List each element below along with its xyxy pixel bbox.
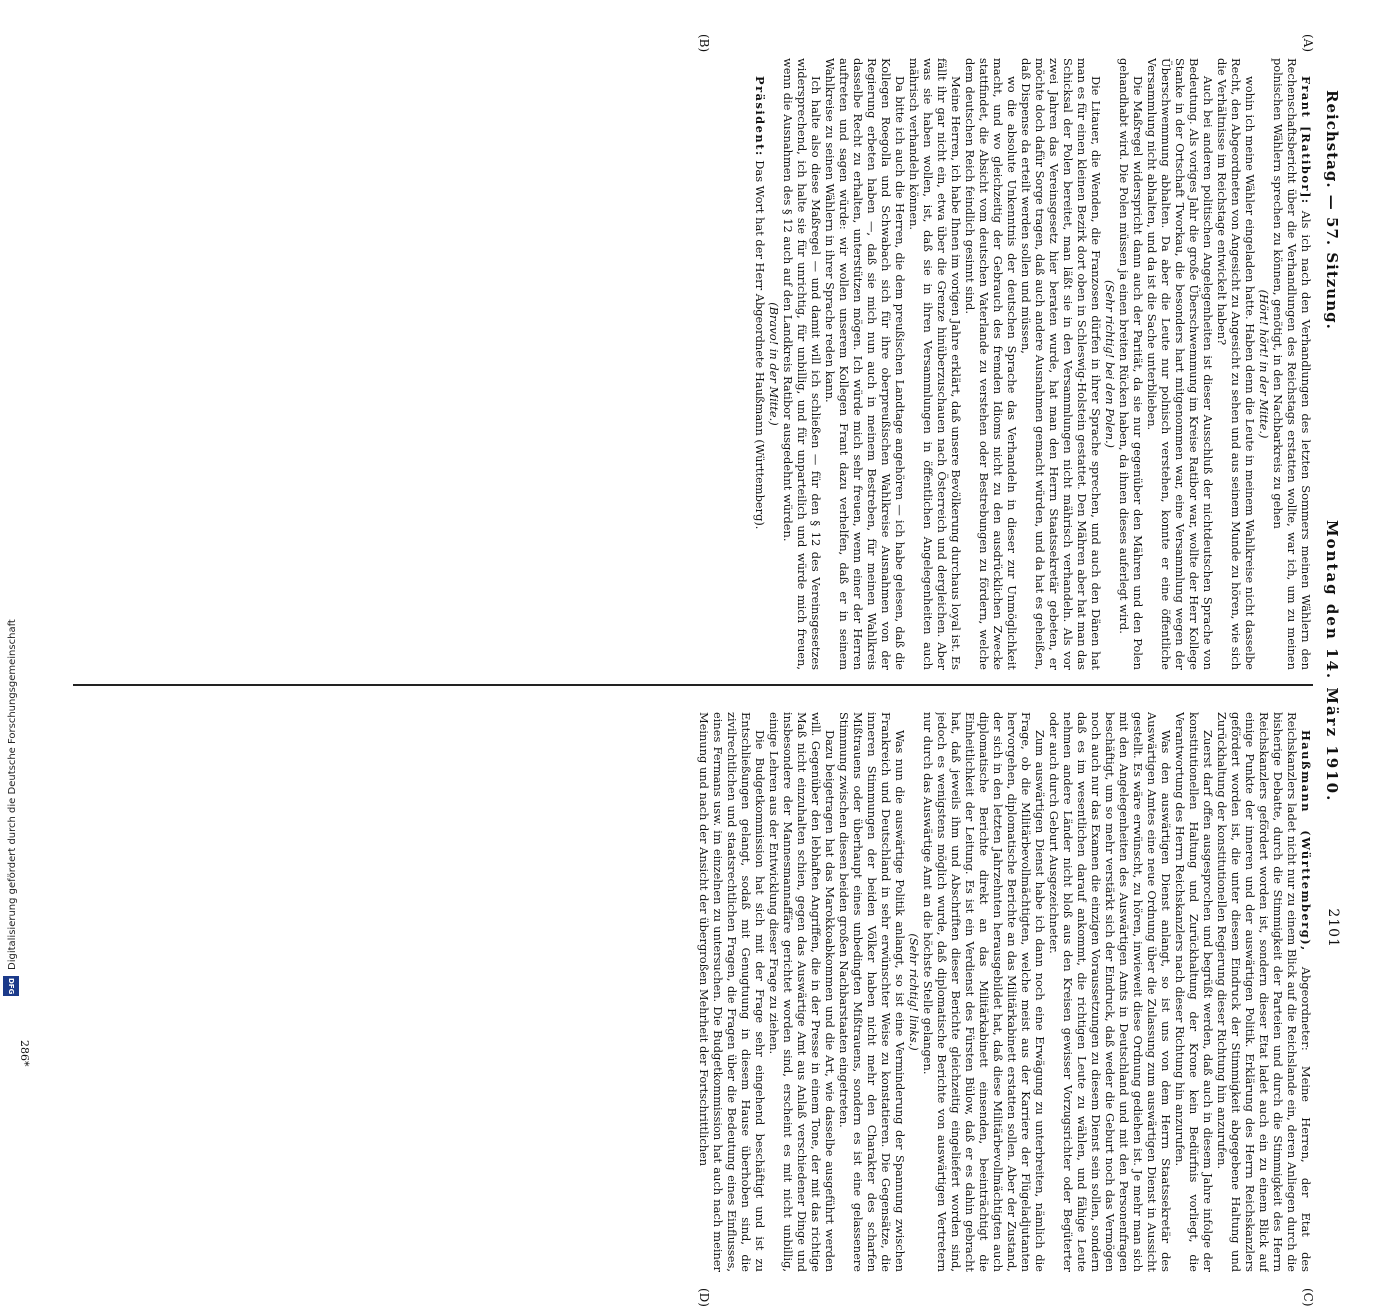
margin-letter-a: (A): [1301, 34, 1315, 53]
speech-paragraph: Zuerst darf offen ausgesprochen und begrüßt werden, daß auch in diesem Jahre infolge der konstitutionellen Haltung und Zurückhaltung der Krone kein Bedürfnis vorliegt, die Verantwortung des Herrn Reichskanzlers nach dieser Richtung hin anzurufen.: [1173, 712, 1215, 1272]
speech-paragraph: Was den auswärtigen Dienst anlangt, so ist uns von dem Herrn Staatssekretär des Auswärtigen Amtes eine neue Ordnung über die Zulassung zum auswärtigen Dienst in Aussicht gestellt. Es wäre erwünscht, zu hören, inwieweit diese Ordnung gediehen ist. Je mehr man sich mit den Angelegenheiten des Auswärtigen Amts in Deutschland und mit den Personenfragen beschäftigt, um so mehr verstärkt sich der Eindruck, daß weder die Geburt noch das Vermögen noch auch nur das Examen die einzigen Voraussetzungen zu diesem Dienst sein sollen, sondern daß es im wesentlichen darauf ankommt, die richtigen Leute zu wählen, und fähige Leute nehmen andere Länder nicht bloß aus den Kreisen gewisser Vorzugsrichter oder Begüterter oder auch durch Geburt Ausgezeichneter.: [1047, 712, 1173, 1272]
margin-letter-b: (B): [697, 34, 711, 53]
page-number: 2101: [1325, 908, 1341, 948]
interjection: (Sehr richtig! links.): [907, 933, 921, 1051]
speech-paragraph: [1215, 712, 1313, 1272]
credit-text: Digitalisierung gefördert durch die Deutsche Forschungsgemeinschaft: [7, 619, 18, 970]
speech-paragraph: Die Budgetkommission hat sich mit der Frage sehr eingehend beschäftigt und ist zu Entschließungen gelangt, sodaß mit Genugtuung in diesem Hause überhoben sind, die zivilrechtlichen und staatsrechtlichen Fragen, die Fragen über die Bedeutung eines Einflusses, eines Fermans usw. im einzelnen zu untersuchen. Die Budgetkommission hat auch nach meiner Meinung und nach der Ansicht der übergroßen Mehrheit der Fortschrittlichen: [697, 712, 767, 1272]
right-column: [68, 712, 1313, 1272]
speech-paragraph: Was nun die auswärtige Politik anlangt, so ist eine Verminderung der Spannung zwischen Frankreich und Deutschland in sehr erwünschter Weise zu konstatieren. Die Gegensätze, die inneren Stimmungen der beiden Völker haben nicht mehr den Charakter des scharfen Mißtrauens oder überhaupt eines unbedingten Mißtrauens, sondern es ist eine gelassenere Stimmung zwischen diesen beiden großen Nachbarstaaten eingetreten.: [837, 712, 907, 1272]
header-left: Reichstag. — 57. Sitzung.: [1323, 90, 1341, 330]
speech-paragraph: Dazu beigetragen hat das Marokkoabkommen und die Art, wie dasselbe ausgeführt werden will. Gegenüber den lebhaften Angriffen, die in der Presse in einem Tone, der mit das richtige Maß nicht einzuhalten schien, gegen das Auswärtige Amt aus Anlaß verschiedener Dinge und insbesondere der Mannesmannaffäre gerichtet worden sind, erscheint es mit nicht unbillig, einige Lehren aus der Entwicklung dieser Frage zu ziehen.: [767, 712, 837, 1272]
speech-paragraph: Ich halte also diese Maßregel — und damit will ich schließen — für den § 12 des Vereinsgesetzes widersprechend, ich halte sie für unrichtig, für unbillig, und für unparteilich und würde mich freuen, wenn die Ausnahmen des § 12 auch auf den Landkreis Ratibor ausgedehnt würden.: [781, 58, 823, 670]
paragraph-text: Das Wort hat der Herr Abgeordnete Haußmann (Württemberg).: [753, 160, 767, 530]
left-column: [68, 58, 1313, 670]
speaker-name: Frant [Ratibor]:: [1299, 76, 1313, 205]
paragraph-text: Als ich nach den Verhandlungen des letzten Sommers meinen Wählern den Rechenschaftsbericht über die Verhandlungen des Reichstags erstatten wollte, war ich, um zu meinen polnischen Wählern sprechen zu können, genötigt, in den Nachbarkreis zu gehen: [1271, 58, 1313, 670]
speech-paragraph: Da bitte ich auch die Herren, die dem preußischen Landtage angehören — ich habe gelesen, daß die Kollegen Roegolla und Schwabach sich für ihre oberpreußischen Wahlkreise Ausnahmen von der Regierung erbeten haben —, daß sie mich nun auch in meinem Bestreben, für meinen Wahlkreis dasselbe Recht zu erhalten, unterstützen mögen. Ich würde mich sehr freuen, wenn einer der Herren auftreten und sagen würde: wir wollen unserem Kollegen Frant dazu verhelfen, daß er in seinem Wahlkreise zu seinen Wählern in ihrer Sprache reden kann.: [823, 58, 907, 670]
speech-paragraph: [753, 58, 767, 670]
paragraph-text: Abgeordneter: Meine Herren, der Etat des Reichskanzlers ladet nicht nur zu einem Blick auf die Reichslande ein, deren Anliegen durch die bisherige Debatte, durch die Stimmigkeit der Parteien und durch die Stimmigkeit des Herrn Reichskanzlers gefördert worden ist, sondern dieser Etat ladet auch ein zu einem Blick auf einige Punkte der inneren und der auswärtigen Politik. Erklärung des Herrn Reichskanzlers gefördert worden ist, die unter diesem Eindruck der Stimmigkeit abgegebene Haltung und Zurückhaltung der konstitutionellen Regierung dieser Richtung hin anzurufen.: [1215, 712, 1313, 1272]
margin-letter-d: (D): [697, 1288, 711, 1307]
speech-paragraph: Die Maßregel widerspricht dann auch der Parität, da sie nur gegenüber den Mähren und den Polen gehandhabt wird. Die Polen müssen ja einen breiten Rücken haben, da ihnen dieses auferlegt wird.: [1117, 58, 1145, 670]
header-right: Montag den 14. März 1910.: [1323, 520, 1341, 803]
speech-paragraph: Die Litauer, die Wenden, die Franzosen dürfen in ihrer Sprache sprechen, und auch den Dänen hat man es für einen kleinen Bezirk dort oben in Schleswig-Holstein gestattet. Den Mähren aber hat man das Schicksal der Polen bereitet, man läßt sie in den Versammlungen nicht mährisch verhandeln. Als vor zwei Jahren das Vereinsgesetz hier beraten wurde, hat man den Herrn Staatssekretär gebeten, er möchte doch dafür Sorge tragen, daß auch andere Ausnahmen gemacht würden, und da hat es geheißen, daß Dispense da erteilt werden sollen und müssen,: [1019, 58, 1103, 670]
president-label: Präsident:: [753, 76, 767, 157]
speech-paragraph: wo die absolute Unkenntnis der deutschen Sprache das Verhandeln in dieser zur Unmöglichkeit macht, und wo gleichzeitig der Gebrauch des fremden Idioms nicht zu den ausdrücklichen Zwecke stattfindet, die Absicht vom deutschen Vaterlande zu verstehen oder Bestrebungen zu fördern, welche dem deutschen Reich feindlich gesinnt sind.: [963, 58, 1019, 670]
interjection: (Bravo! in der Mitte.): [767, 302, 781, 426]
signature-mark: 286*: [18, 1040, 31, 1067]
speech-paragraph: [1271, 58, 1313, 670]
column-divider: [73, 684, 1313, 686]
speech-paragraph: Zum auswärtigen Dienst habe ich dann noch eine Erwägung zu unterbreiten, nämlich die Frage, ob die Militärbevollmächtigten, welche meist aus der Karriere der Flügeladjutanten hervorgehen, diplomatische Berichte an das Militärkabinett erstatten sollen. Aber der Zustand, der sich in den letzten Jahrzehnten herausgebildet hat, daß diese Militärbevollmächtigten auch diplomatische Berichte direkt an das Militärkabinett einsenden, beeinträchtigt die Einheitlichkeit der Leitung. Es ist ein Verdienst des Fürsten Bülow, daß er es dahin gebracht hat, daß jeweils ihm und Abschriften dieser Berichte gleichzeitig eingeliefert worden sind, jedoch es wenigstens möglich wurde, daß diplomatische Berichte von auswärtigen Vertretern nur durch das Auswärtige Amt an die höchste Stelle gelangen.: [921, 712, 1047, 1272]
interjection: (Hört! hört! in der Mitte.): [1257, 289, 1271, 439]
speech-paragraph: wohin ich meine Wähler eingeladen hatte. Haben denn die Leute in meinem Wahlkreise nicht dasselbe Recht, den Abgeordneten von Angesicht zu Angesicht zu sehen und aus seinem Munde zu hören, wie sich die Verhältnisse im Reichstage entwickelt haben?: [1215, 58, 1257, 670]
speaker-name: Haußmann (Württemberg),: [1299, 730, 1313, 952]
speech-paragraph: Meine Herren, ich habe Ihnen im vorigen Jahre erklärt, daß unsere Bevölkerung durchaus loyal ist. Es fällt ihr gar nicht ein, etwa über die Grenze hinüberzuschauen nach Österreich und dergleichen. Aber was sie haben wollen, ist, daß sie in ihren Versammlungen in öffentlichen Angelegenheiten auch mährisch verhandeln können.: [907, 58, 963, 670]
speech-paragraph: Auch bei anderen politischen Angelegenheiten ist dieser Ausschluß der nichtdeutschen Sprache von Bedeutung. Als voriges Jahr die große Überschwemmung im Kreise Ratibor war, wollte der Herr Kollege Stanke in der Ortschaft Tworkau, die besonders hart mitgenommen war, eine Versammlung wegen der Überschwemmung abhalten. Da aber die Leute nur polnisch verstehen, konnte er eine öffentliche Versammlung nicht abhalten, und da ist die Sache unterblieben.: [1145, 58, 1215, 670]
dfg-logo: DFG: [3, 976, 19, 996]
interjection: (Sehr richtig! bei den Polen.): [1103, 279, 1117, 449]
margin-letter-c: (C): [1301, 1288, 1315, 1307]
